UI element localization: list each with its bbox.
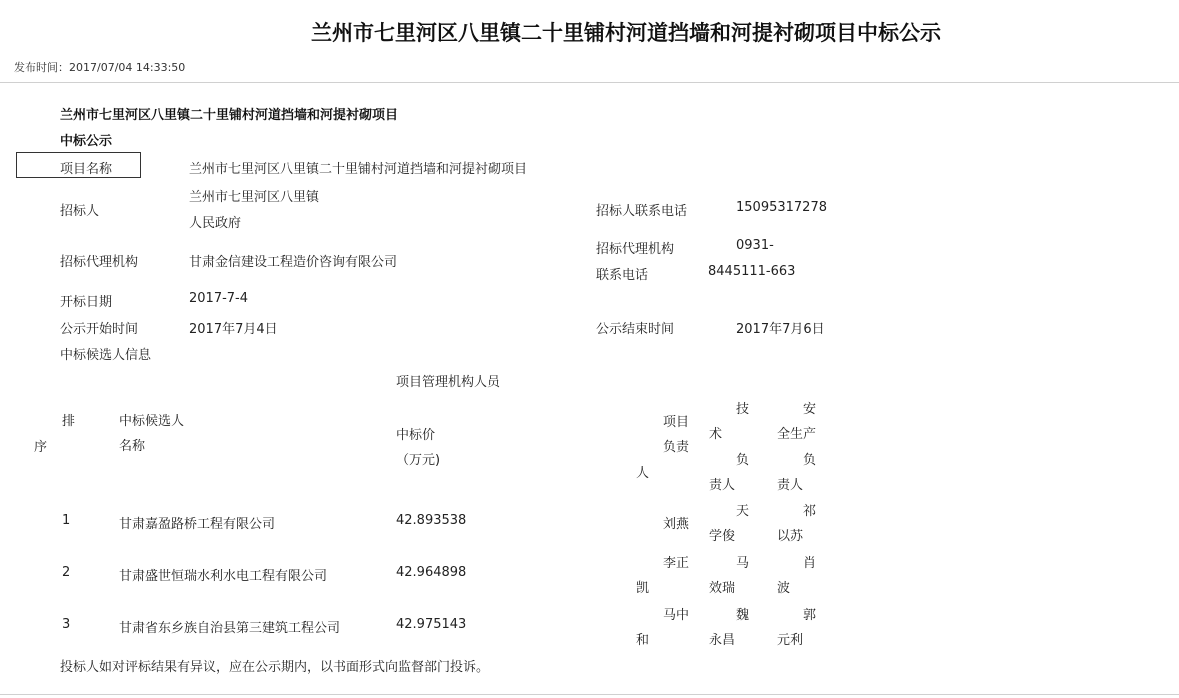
row-tech-a: 魏 — [736, 608, 750, 623]
row-pm-a: 李正 — [663, 556, 690, 571]
row-tech-b: 学俊 — [709, 529, 736, 544]
row-safety-a: 祁 — [803, 504, 817, 519]
col-price-header-a: 中标价 — [396, 428, 436, 443]
publicity-start-value: 2017年7月4日 — [189, 322, 278, 337]
tenderer-phone-label: 招标人联系电话 — [596, 204, 688, 219]
row-tech-b: 永昌 — [709, 633, 736, 648]
col-price-header-b: （万元) — [396, 453, 441, 468]
row-safety-b: 波 — [777, 581, 791, 596]
project-name-label: 项目名称 — [60, 162, 113, 177]
publish-time: 发布时间：2017/07/04 14:33:50 — [14, 61, 186, 74]
tenderer-value-line1: 兰州市七里河区八里镇 — [189, 190, 320, 205]
publicity-end-value: 2017年7月6日 — [736, 322, 825, 337]
staff-group-header: 项目管理机构人员 — [396, 375, 501, 390]
row-tech-a: 天 — [736, 504, 750, 519]
row-safety-a: 肖 — [803, 556, 817, 571]
col-safety-header-d: 责人 — [777, 478, 804, 493]
publicity-end-label: 公示结束时间 — [596, 322, 675, 337]
publicity-start-label: 公示开始时间 — [60, 322, 139, 337]
agency-label: 招标代理机构 — [60, 255, 139, 270]
row-pm-b: 凯 — [636, 581, 650, 596]
tenderer-label: 招标人 — [60, 204, 100, 219]
row-safety-a: 郭 — [803, 608, 817, 623]
row-pm-b: 和 — [636, 633, 650, 648]
col-safety-header-a: 安 — [803, 402, 817, 417]
row-tech-a: 马 — [736, 556, 750, 571]
agency-value: 甘肃金信建设工程造价咨询有限公司 — [189, 255, 398, 270]
row-safety-b: 以苏 — [777, 529, 804, 544]
agency-phone-value-line2: 8445111-663 — [708, 264, 796, 279]
row-rank: 3 — [62, 617, 71, 632]
open-date-label: 开标日期 — [60, 295, 113, 310]
project-name-value: 兰州市七里河区八里镇二十里铺村河道挡墙和河提衬砌项目 — [189, 162, 528, 177]
col-name-header-b: 名称 — [119, 439, 146, 454]
notice-heading: 兰州市七里河区八里镇二十里铺村河道挡墙和河提衬砌项目 — [60, 108, 399, 123]
candidates-info-label: 中标候选人信息 — [60, 348, 152, 363]
objection-note: 投标人如对评标结果有异议，应在公示期内，以书面形式向监督部门投诉。 — [60, 660, 490, 675]
col-tech-header-c: 负 — [736, 453, 750, 468]
col-rank-header-a: 排 — [62, 414, 76, 429]
page-title: 兰州市七里河区八里镇二十里铺村河道挡墙和河提衬砌项目中标公示 — [311, 21, 941, 45]
col-pm-header-a: 项目 — [663, 415, 690, 430]
tenderer-phone-value: 15095317278 — [736, 200, 827, 215]
agency-phone-label-line1: 招标代理机构 — [596, 242, 675, 257]
footer-divider — [0, 694, 1179, 695]
row-pm-a: 马中 — [663, 608, 690, 623]
col-pm-header-b: 负责 — [663, 440, 690, 455]
header-divider — [0, 82, 1179, 83]
row-price: 42.893538 — [396, 513, 467, 528]
row-safety-b: 元利 — [777, 633, 804, 648]
row-price: 42.975143 — [396, 617, 467, 632]
row-candidate-name: 甘肃省东乡族自治县第三建筑工程公司 — [119, 621, 341, 636]
row-rank: 2 — [62, 565, 71, 580]
open-date-value: 2017-7-4 — [189, 291, 249, 306]
col-tech-header-b: 术 — [709, 427, 723, 442]
row-tech-b: 效瑞 — [709, 581, 736, 596]
col-tech-header-d: 责人 — [709, 478, 736, 493]
row-candidate-name: 甘肃嘉盈路桥工程有限公司 — [119, 517, 276, 532]
col-tech-header-a: 技 — [736, 402, 750, 417]
tenderer-value-line2: 人民政府 — [189, 216, 242, 231]
agency-phone-value-line1: 0931- — [736, 238, 774, 253]
col-safety-header-b: 全生产 — [777, 427, 817, 442]
col-pm-header-c: 人 — [636, 466, 650, 481]
col-name-header-a: 中标候选人 — [119, 414, 185, 429]
row-price: 42.964898 — [396, 565, 467, 580]
notice-subheading: 中标公示 — [60, 134, 113, 149]
col-rank-header-b: 序 — [34, 440, 48, 455]
row-rank: 1 — [62, 513, 71, 528]
agency-phone-label-line2: 联系电话 — [596, 268, 649, 283]
col-safety-header-c: 负 — [803, 453, 817, 468]
row-candidate-name: 甘肃盛世恒瑞水利水电工程有限公司 — [119, 569, 328, 584]
row-pm-a: 刘燕 — [663, 517, 690, 532]
